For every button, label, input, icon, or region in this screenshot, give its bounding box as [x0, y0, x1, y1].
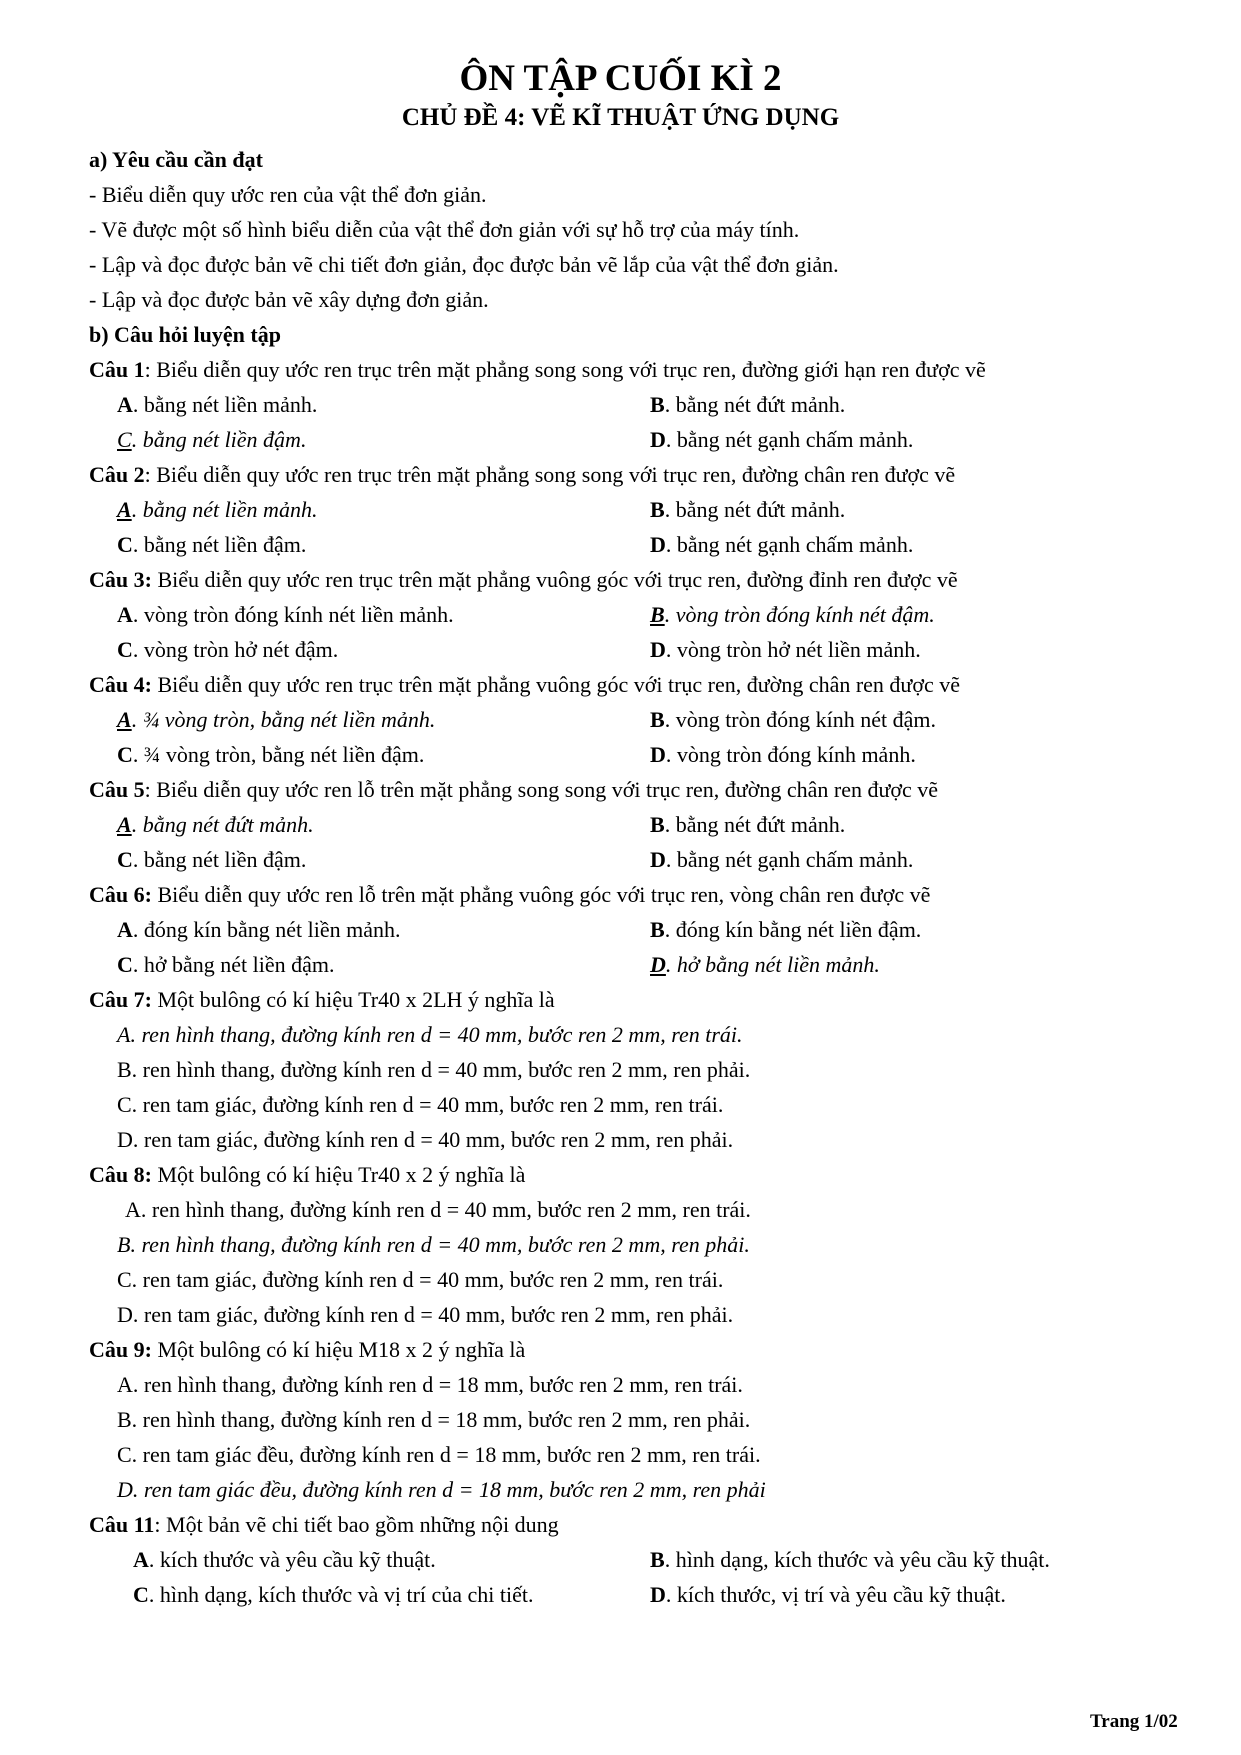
option-c: C. ren tam giác đều, đường kính ren d = 18 mm, bước ren 2 mm, ren trái. [117, 1442, 761, 1467]
option-b: B. bằng nét đứt mảnh. [650, 497, 846, 522]
question-text: : Biểu diễn quy ước ren trục trên mặt phẳng song song với trục ren, đường chân ren được vẽ [144, 462, 956, 487]
option-c: C. hình dạng, kích thước và vị trí của chi tiết. [133, 1582, 534, 1607]
question-text: Biểu diễn quy ước ren trục trên mặt phẳng vuông góc với trục ren, đường đỉnh ren được vẽ [151, 567, 958, 592]
requirement-item: - Vẽ được một số hình biểu diễn của vật thể đơn giản với sự hỗ trợ của máy tính. [89, 217, 800, 242]
option-b: B. bằng nét đứt mảnh. [650, 392, 846, 417]
option-a: A. ren hình thang, đường kính ren d = 18 mm, bước ren 2 mm, ren trái. [117, 1372, 743, 1397]
question-text: Một bulông có kí hiệu M18 x 2 ý nghĩa là [151, 1337, 526, 1362]
option-b: B. vòng tròn đóng kính nét đậm. [650, 707, 936, 732]
option-a: A. ren hình thang, đường kính ren d = 40 mm, bước ren 2 mm, ren trái. [125, 1197, 751, 1222]
option-d: D. vòng tròn đóng kính mảnh. [650, 742, 916, 767]
question-label: Câu 6: [89, 882, 152, 907]
option-c: C. ¾ vòng tròn, bằng nét liền đậm. [117, 742, 425, 767]
page-subtitle: CHỦ ĐỀ 4: VẼ KĨ THUẬT ỨNG DỤNG [401, 104, 840, 131]
option-a: A. bằng nét liền mảnh. [117, 392, 318, 417]
section-b-heading: b) Câu hỏi luyện tập [89, 322, 281, 347]
option-b: B. bằng nét đứt mảnh. [650, 812, 846, 837]
option-d-answer: D. hở bằng nét liền mảnh. [650, 952, 880, 977]
question-text: : Biểu diễn quy ước ren trục trên mặt phẳng song song với trục ren, đường giới hạn ren được vẽ [144, 357, 986, 382]
option-b: B. ren hình thang, đường kính ren d = 40 mm, bước ren 2 mm, ren phải. [117, 1057, 751, 1082]
question-text: : Một bản vẽ chi tiết bao gồm những nội dung [154, 1512, 559, 1537]
question-label: Câu 5 [89, 777, 145, 802]
question-6 [89, 881, 930, 909]
question-5 [89, 776, 938, 804]
option-d: D. bằng nét gạnh chấm mảnh. [650, 427, 914, 452]
question-label: Câu 2 [89, 462, 145, 487]
option-d-answer: D. ren tam giác đều, đường kính ren d = 18 mm, bước ren 2 mm, ren phải [117, 1477, 766, 1502]
option-d: D. vòng tròn hở nét liền mảnh. [650, 637, 921, 662]
question-11 [89, 1511, 559, 1539]
question-text: : Biểu diễn quy ước ren lỗ trên mặt phẳng song song với trục ren, đường chân ren được vẽ [144, 777, 939, 802]
option-c: C. ren tam giác, đường kính ren d = 40 mm, bước ren 2 mm, ren trái. [117, 1092, 724, 1117]
question-2 [89, 461, 955, 489]
question-label: Câu 9: [89, 1337, 152, 1362]
option-a: A. vòng tròn đóng kính nét liền mảnh. [117, 602, 454, 627]
option-d: D. kích thước, vị trí và yêu cầu kỹ thuật. [650, 1582, 1006, 1607]
requirement-item: - Biểu diễn quy ước ren của vật thể đơn giản. [89, 182, 487, 207]
option-b-answer: B. ren hình thang, đường kính ren d = 40 mm, bước ren 2 mm, ren phải. [117, 1232, 750, 1257]
option-c: C. bằng nét liền đậm. [117, 532, 307, 557]
option-a: A. đóng kín bằng nét liền mảnh. [117, 917, 401, 942]
question-label: Câu 3: [89, 567, 152, 592]
question-label: Câu 4: [89, 672, 152, 697]
page-title: ÔN TẬP CUỐI KÌ 2 [459, 58, 782, 99]
question-3 [89, 566, 958, 594]
option-d: D. ren tam giác, đường kính ren d = 40 mm, bước ren 2 mm, ren phải. [117, 1302, 734, 1327]
question-1 [89, 356, 986, 384]
option-d: D. bằng nét gạnh chấm mảnh. [650, 532, 914, 557]
question-9 [89, 1336, 525, 1364]
question-label: Câu 11 [89, 1512, 155, 1537]
option-d: D. ren tam giác, đường kính ren d = 40 mm, bước ren 2 mm, ren phải. [117, 1127, 734, 1152]
question-text: Một bulông có kí hiệu Tr40 x 2LH ý nghĩa là [151, 987, 555, 1012]
question-text: Một bulông có kí hiệu Tr40 x 2 ý nghĩa là [151, 1162, 526, 1187]
option-d: D. bằng nét gạnh chấm mảnh. [650, 847, 914, 872]
question-text: Biểu diễn quy ước ren lỗ trên mặt phẳng vuông góc với trục ren, vòng chân ren được vẽ [151, 882, 931, 907]
question-label: Câu 1 [89, 357, 145, 382]
section-a-heading: a) Yêu cầu cần đạt [89, 147, 263, 172]
option-c: C. hở bằng nét liền đậm. [117, 952, 335, 977]
option-c: C. bằng nét liền đậm. [117, 847, 307, 872]
option-b-answer: B. vòng tròn đóng kính nét đậm. [650, 602, 935, 627]
option-a-answer: A. ren hình thang, đường kính ren d = 40 mm, bước ren 2 mm, ren trái. [117, 1022, 743, 1047]
option-a-answer: A. bằng nét đứt mảnh. [117, 812, 314, 837]
requirement-item: - Lập và đọc được bản vẽ xây dựng đơn giản. [89, 287, 489, 312]
page-number: Trang 1/02 [1090, 1711, 1178, 1732]
option-a: A. kích thước và yêu cầu kỹ thuật. [133, 1547, 436, 1572]
question-label: Câu 7: [89, 987, 152, 1012]
question-label: Câu 8: [89, 1162, 152, 1187]
option-b: B. ren hình thang, đường kính ren d = 18 mm, bước ren 2 mm, ren phải. [117, 1407, 751, 1432]
option-b: B. hình dạng, kích thước và yêu cầu kỹ thuật. [650, 1547, 1050, 1572]
question-4 [89, 671, 960, 699]
option-c-answer: C. bằng nét liền đậm. [117, 427, 307, 452]
question-8 [89, 1161, 525, 1189]
option-b: B. đóng kín bằng nét liền đậm. [650, 917, 922, 942]
question-text: Biểu diễn quy ước ren trục trên mặt phẳng vuông góc với trục ren, đường chân ren được vẽ [151, 672, 961, 697]
option-c: C. ren tam giác, đường kính ren d = 40 mm, bước ren 2 mm, ren trái. [117, 1267, 724, 1292]
option-c: C. vòng tròn hở nét đậm. [117, 637, 339, 662]
requirement-item: - Lập và đọc được bản vẽ chi tiết đơn giản, đọc được bản vẽ lắp của vật thể đơn giản. [89, 252, 839, 277]
option-a-answer: A. bằng nét liền mảnh. [117, 497, 318, 522]
option-a-answer: A. ¾ vòng tròn, bằng nét liền mảnh. [117, 707, 436, 732]
question-7 [89, 986, 555, 1014]
